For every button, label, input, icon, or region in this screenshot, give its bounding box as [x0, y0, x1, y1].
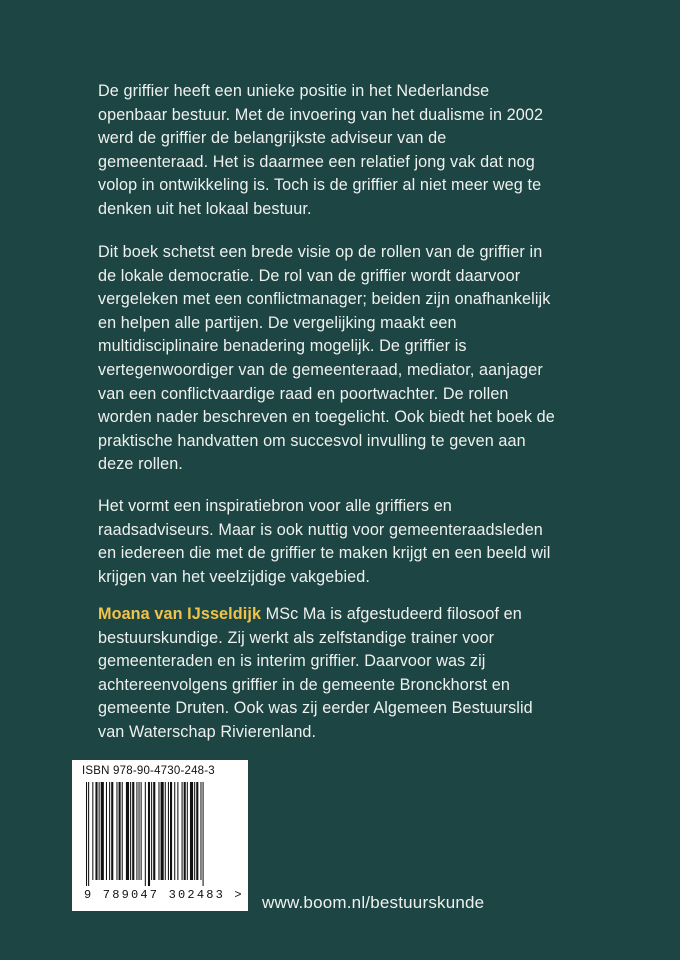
barcode-digits: 9 789047 302483 > — [84, 888, 244, 902]
barcode-bar — [187, 782, 188, 880]
barcode-bar — [136, 782, 137, 880]
barcode-bar — [88, 782, 89, 886]
barcode-bars — [84, 782, 240, 886]
description-paragraph — [98, 241, 558, 477]
author-bio — [98, 603, 558, 745]
author-name: Moana van IJsseldijk — [98, 605, 262, 623]
barcode-bar — [99, 782, 100, 880]
barcode-bar — [132, 782, 134, 880]
barcode-bar — [122, 782, 123, 880]
barcode-bar — [130, 782, 131, 880]
barcode-bar — [139, 782, 140, 880]
barcode-bar — [196, 782, 198, 880]
barcode-bar — [126, 782, 129, 880]
publisher-website: www.boom.nl/bestuurskunde — [262, 893, 485, 912]
barcode-bar — [182, 782, 183, 880]
barcode-bar — [190, 782, 193, 880]
author-bio-body: MSc Ma is afgestudeerd filosoof en bestuurskundige. Zij werkt als zelfstandige trainer voor gemeenteraden en is interim griffier. Daarvoor was zij achtereenvolgens griffier in de gemeente Bronckhorst en gemeente Druten. Ook was zij eerder Algemeen Bestuurslid van Waterschap Rivierenland. — [98, 605, 533, 741]
isbn-barcode — [72, 760, 248, 911]
barcode-bar — [184, 782, 186, 880]
barcode-bar — [151, 782, 152, 880]
barcode-bar — [92, 782, 93, 880]
barcode-bar — [194, 782, 195, 880]
paragraph-text: Het vormt een inspiratiebron voor alle griffiers en raadsadviseurs. Maar is ook nuttig voor gemeenteraadsleden en iedereen die met de griffier te maken krijgt en een beeld wil krijgen van het veelzijdige vakgebied. — [98, 497, 551, 586]
intro-paragraph — [98, 80, 558, 222]
barcode-bar — [111, 782, 113, 880]
barcode-bar — [165, 782, 166, 880]
author-bio-text — [98, 603, 558, 745]
barcode-bar — [177, 782, 178, 880]
barcode-bar — [145, 782, 146, 886]
barcode-bar — [170, 782, 172, 880]
barcode-bar — [141, 782, 142, 880]
barcode-bar — [158, 782, 159, 880]
barcode-bar — [200, 782, 201, 880]
barcode-bar — [95, 782, 97, 880]
barcode-bar — [153, 782, 155, 880]
barcode-bar — [109, 782, 110, 880]
barcode-bar — [119, 782, 121, 880]
paragraph-text: De griffier heeft een unieke positie in het Nederlandse openbaar bestuur. Met de invoering van het dualisme in 2002 werd de griffier de belangrijkste adviseur van de gemeenteraad. Het is daarmee een relatief jong vak dat nog volop in ontwikkeling is. Toch is de griffier al niet meer weg te denken uit het lokaal bestuur. — [98, 82, 544, 218]
barcode-bar — [174, 782, 175, 880]
isbn-label: ISBN 978-90-4730-248-3 — [82, 765, 215, 777]
audience-paragraph — [98, 495, 558, 589]
barcode-bar — [203, 782, 204, 886]
barcode-bar — [116, 782, 117, 880]
barcode-bar — [86, 782, 87, 886]
barcode-bar — [148, 782, 150, 886]
paragraph-text: Dit boek schetst een brede visie op de rollen van de griffier in de lokale democratie. De rol van de griffier wordt daarvoor vergeleken met een conflictmanager; beiden zijn onafhankelijk en helpen alle partijen. De vergelijking maakt een multidisciplinaire benadering mogelijk. De griffier is vertegenwoordiger van de gemeenteraad, mediator, aanjager van een conflictvaardige raad en poortwachter. De rollen worden nader beschreven en toegelicht. Ook biedt het boek de praktische handvatten om succesvol invulling te geven aan deze rollen. — [98, 243, 555, 474]
barcode-bar — [168, 782, 169, 880]
barcode-bar — [161, 782, 164, 880]
barcode-bar — [101, 782, 104, 880]
barcode-bar — [106, 782, 107, 880]
